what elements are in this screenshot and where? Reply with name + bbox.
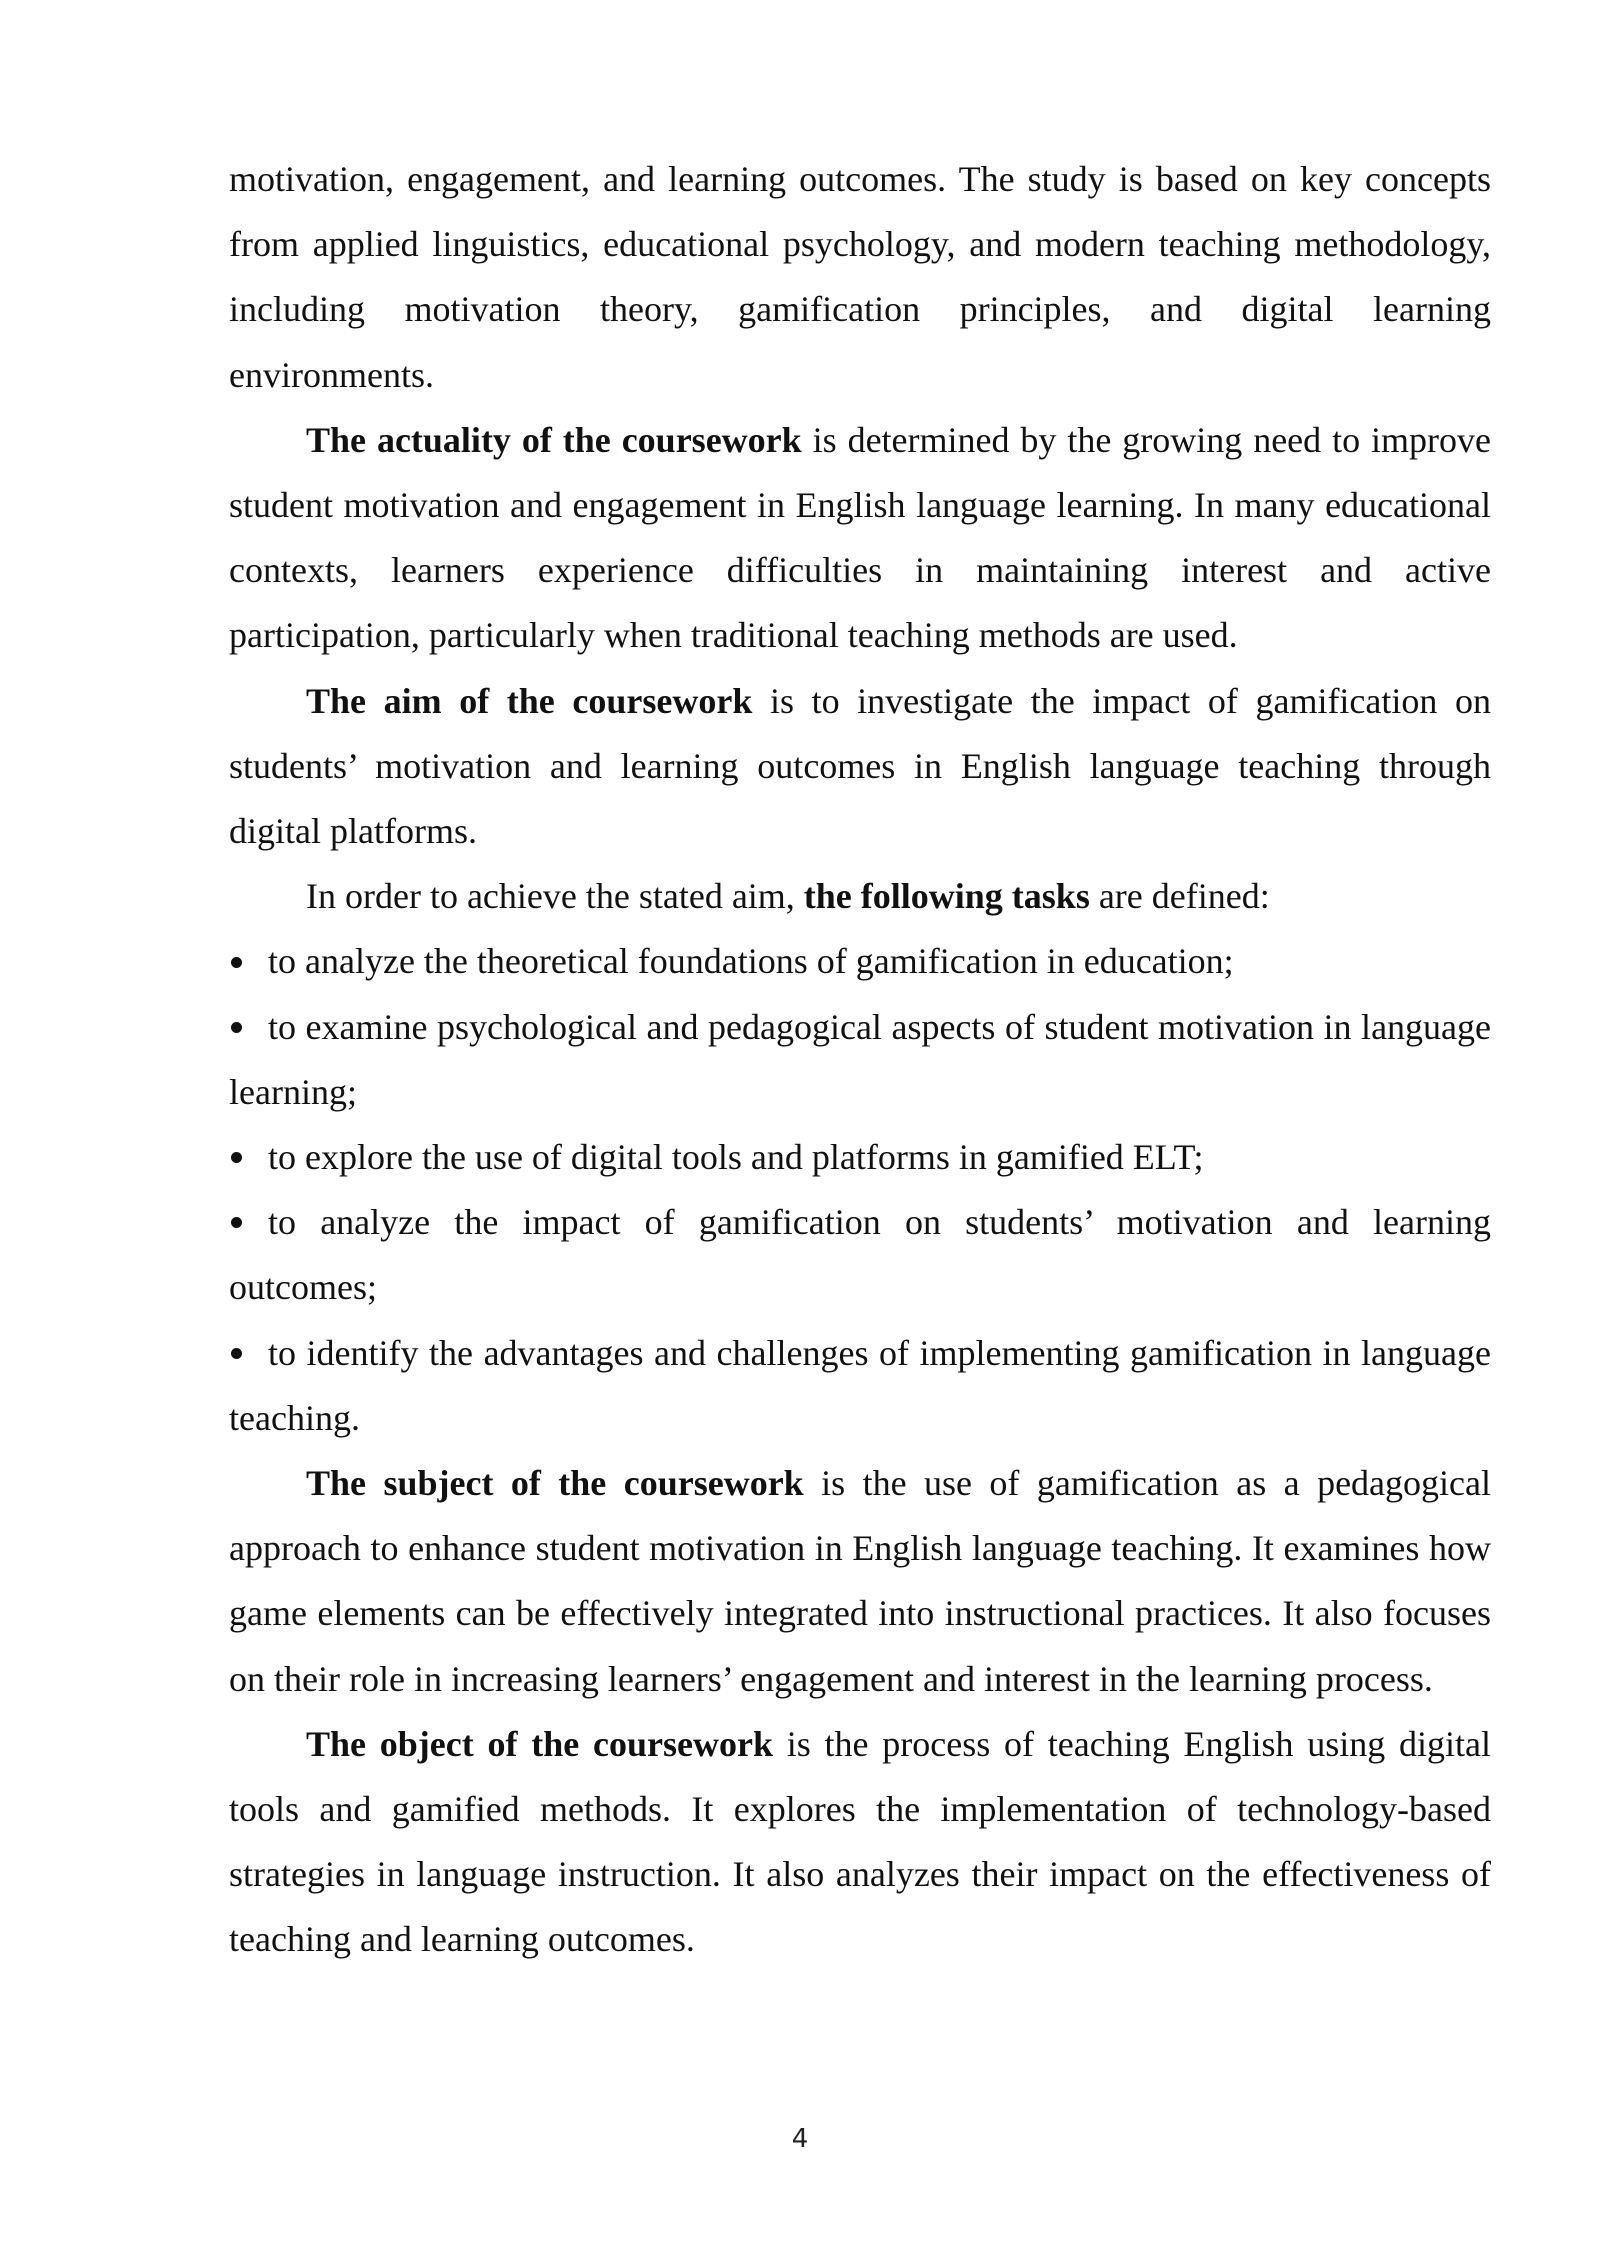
task-text: to analyze the impact of gamification on students’ motivation and learning outcomes; [229, 1202, 1491, 1308]
bullet-icon [229, 1321, 268, 1386]
document-page [229, 147, 1491, 1973]
tasks-intro-paragraph [229, 864, 1491, 929]
task-list-item [229, 1125, 1491, 1190]
task-list-item [229, 995, 1491, 1125]
object-heading: The object of the coursework [306, 1723, 773, 1764]
tasks-intro-after: are defined: [1089, 876, 1270, 917]
tasks-intro-before: In order to achieve the stated aim, [306, 876, 804, 917]
task-text: to identify the advantages and challenges of implementing gamification in language teaching. [229, 1332, 1491, 1438]
aim-heading: The aim of the coursework [306, 680, 753, 721]
task-list-item [229, 929, 1491, 994]
page-number: 4 [791, 2124, 809, 2154]
task-text: to examine psychological and pedagogical aspects of student motivation in language learning; [229, 1006, 1491, 1112]
tasks-intro-heading: the following tasks [803, 876, 1090, 917]
actuality-text: is determined by the growing need to improve student motivation and engagement in English language learning. In many educational contexts, learners experience difficulties in maintaining interest and active participation, particularly when traditional teaching methods are used. [229, 419, 1492, 656]
actuality-paragraph [229, 408, 1491, 669]
object-paragraph [229, 1712, 1491, 1973]
object-text: is the process of teaching English using digital tools and gamified methods. It explores the implementation of technology-based strategies in language instruction. It also analyzes their impact on the effectiveness of teaching and learning outcomes. [229, 1723, 1491, 1960]
aim-paragraph [229, 669, 1491, 865]
subject-paragraph [229, 1451, 1491, 1712]
intro-paragraph: motivation, engagement, and learning outcomes. The study is based on key concepts from applied linguistics, educational psychology, and modern teaching methodology, including motivation theory, gamification principles, and digital learning environments. [229, 159, 1491, 395]
subject-heading: The subject of the coursework [306, 1463, 804, 1504]
actuality-heading: The actuality of the coursework [306, 419, 802, 460]
task-text: to explore the use of digital tools and platforms in gamified ELT; [268, 1137, 1204, 1178]
task-list-item [229, 1321, 1491, 1451]
bullet-icon [229, 995, 268, 1060]
bullet-icon [229, 1125, 268, 1190]
aim-text: is to investigate the impact of gamification on students’ motivation and learning outcomes in English language teaching through digital platforms. [229, 680, 1491, 852]
bullet-icon [229, 1190, 268, 1255]
subject-text: is the use of gamification as a pedagogical approach to enhance student motivation in English language teaching. It examines how game elements can be effectively integrated into instructional practices. It also focuses on their role in increasing learners’ engagement and interest in the learning process. [229, 1463, 1491, 1699]
task-list-item [229, 1190, 1491, 1320]
bullet-icon [229, 929, 268, 994]
task-text: to analyze the theoretical foundations of gamification in education; [268, 941, 1234, 982]
